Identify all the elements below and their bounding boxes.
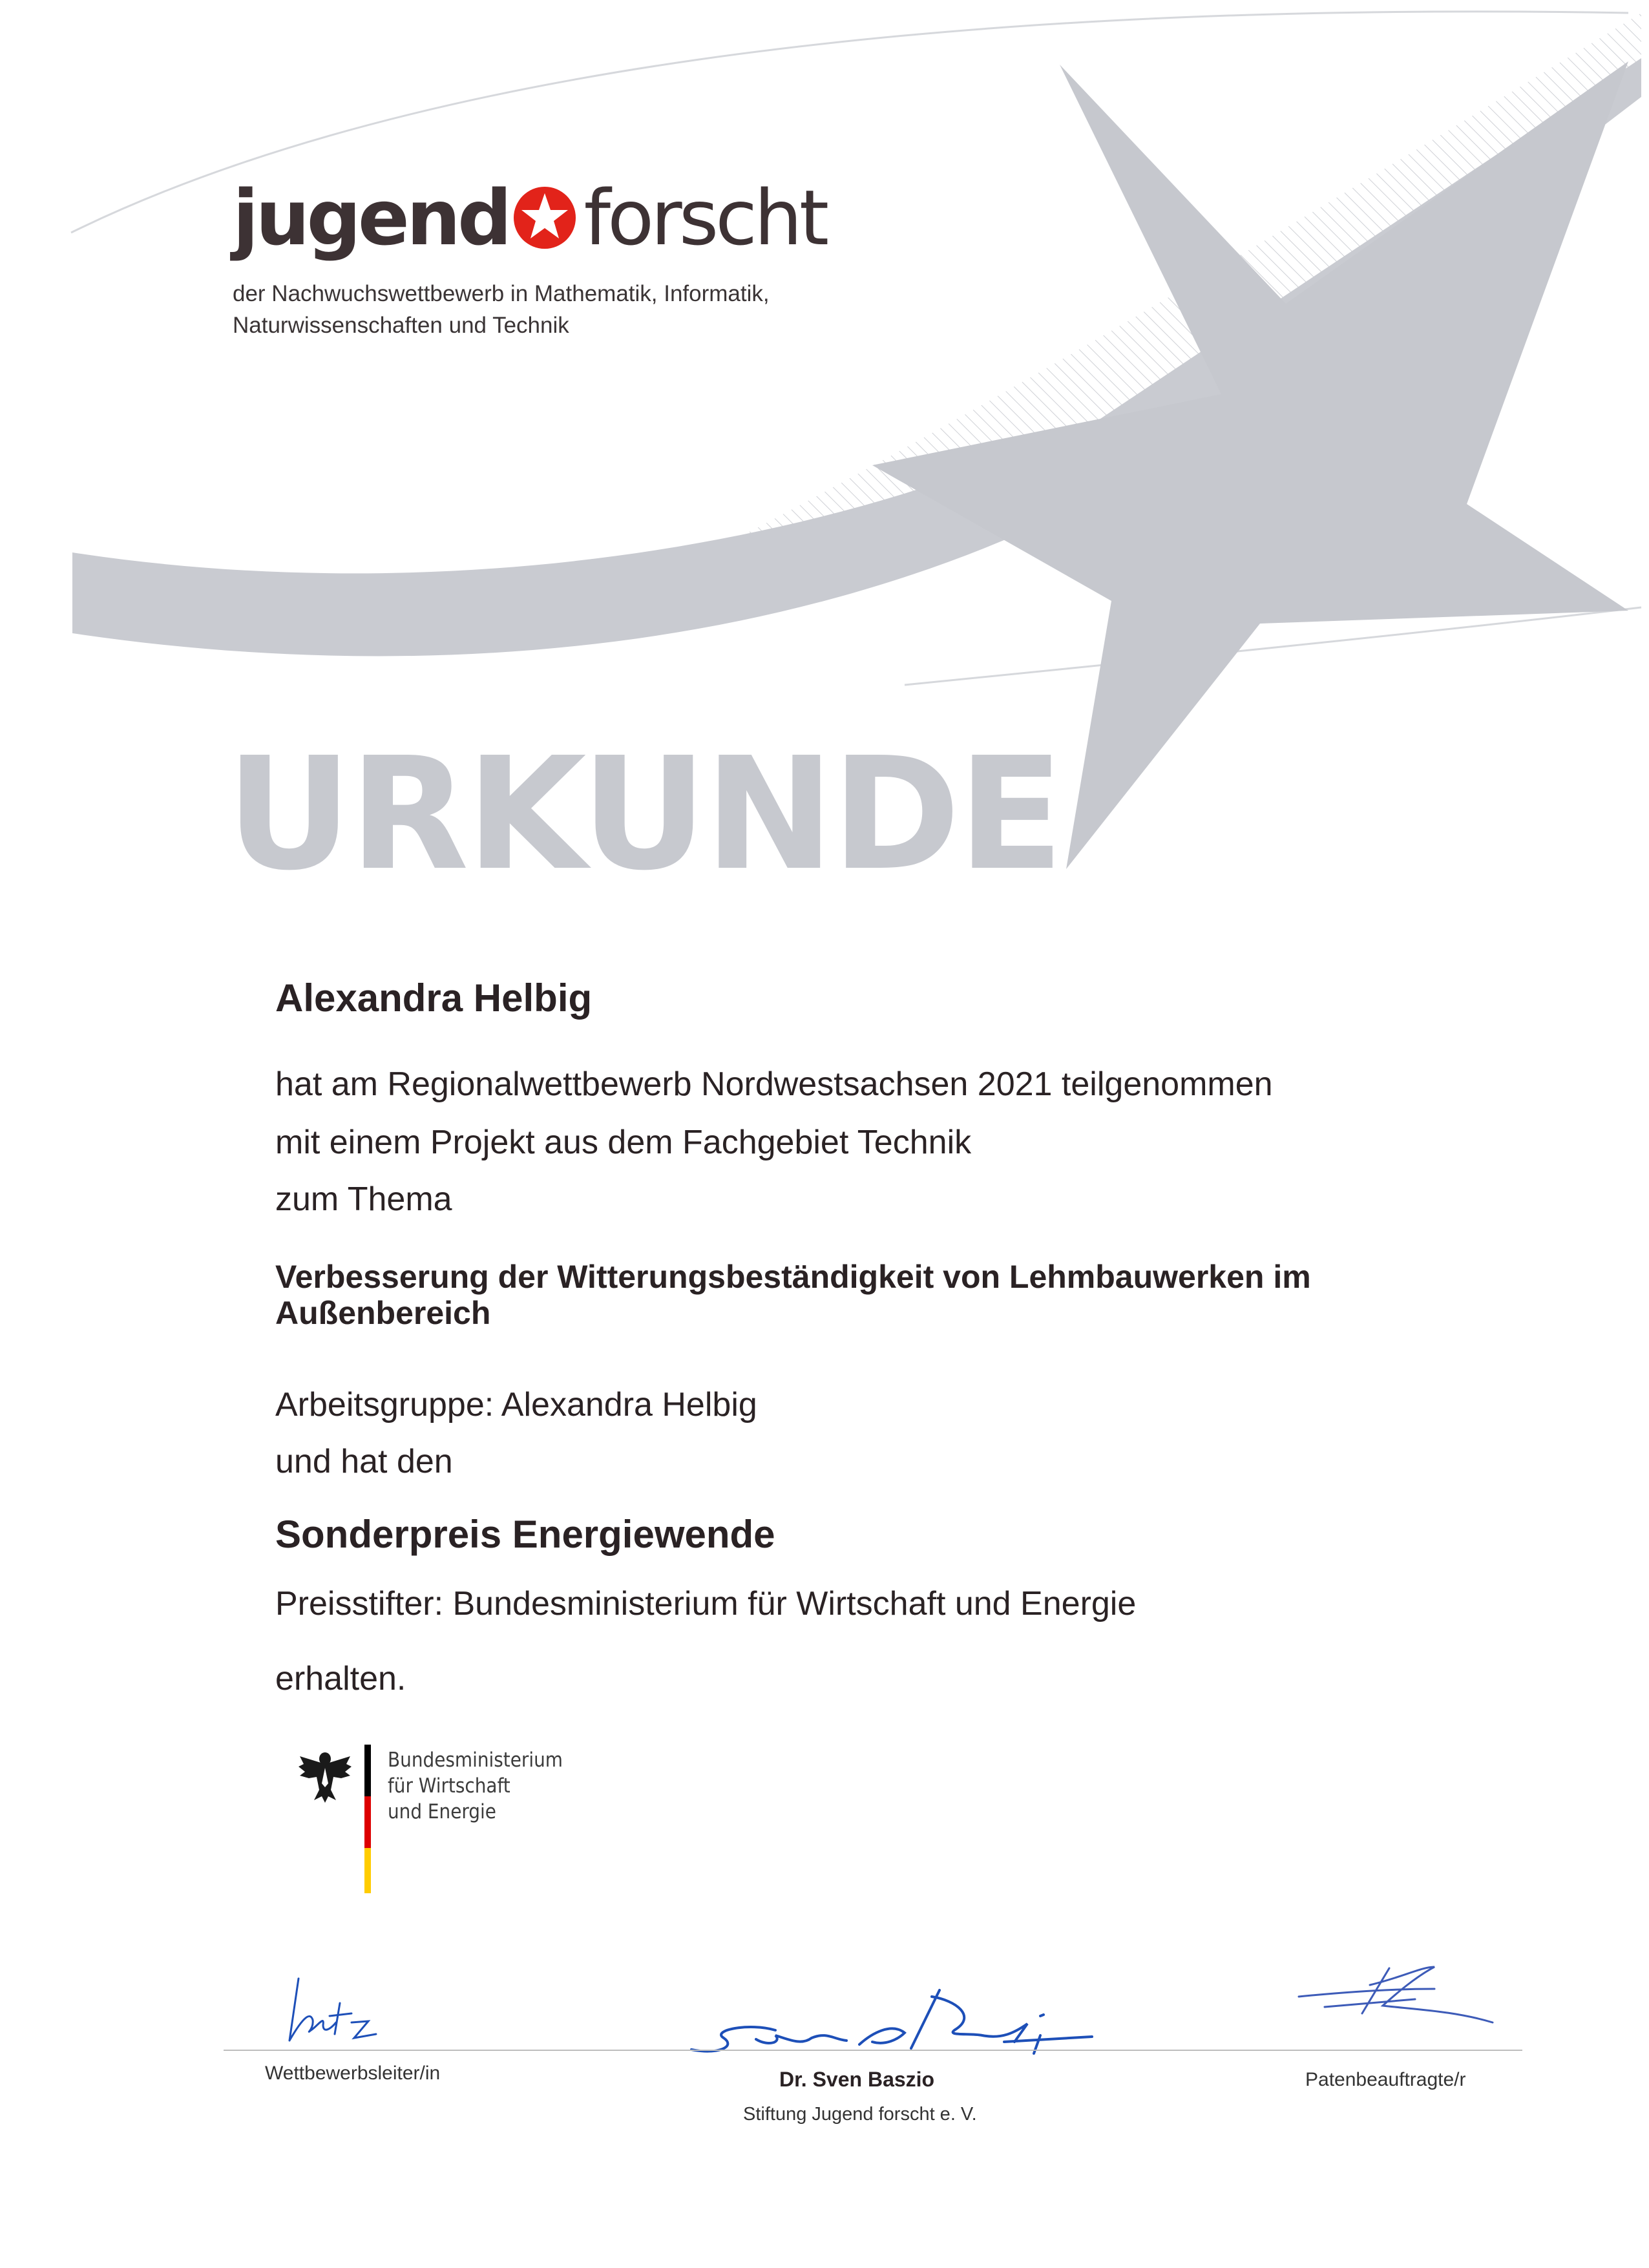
logo-star-icon [512, 185, 577, 250]
tagline-line-1: der Nachwuchswettbewerb in Mathematik, Informatik, [233, 281, 770, 306]
logo-word-jugend: jugend [233, 173, 509, 262]
certificate-title: URKUNDE [226, 724, 1062, 905]
topic-intro: zum Thema [275, 1181, 452, 1218]
and-has-line: und hat den [275, 1443, 453, 1480]
signature-center [678, 1977, 1105, 2068]
flag-bar-black [364, 1745, 371, 1796]
ministry-name-line-1: Bundesministerium [388, 1748, 563, 1772]
flag-bar-red [364, 1796, 371, 1848]
ministry-logo [297, 1745, 607, 1900]
logo-word-forscht: forscht [583, 173, 826, 262]
federal-eagle-icon [297, 1745, 353, 1804]
recipient-name: Alexandra Helbig [275, 976, 593, 1020]
prize-name: Sonderpreis Energiewende [275, 1513, 775, 1556]
received-line: erhalten. [275, 1660, 406, 1697]
competition-leader-label: Wettbewerbsleiter/in [265, 2063, 441, 2084]
signature-right [1286, 1951, 1499, 2029]
signatory-organization: Stiftung Jugend forscht e. V. [743, 2104, 977, 2125]
tagline-line-2: Naturwissenschaften und Technik [233, 313, 569, 338]
project-topic [275, 1259, 1503, 1331]
sponsor-representative-label: Patenbeauftragte/r [1305, 2069, 1466, 2090]
working-group: Arbeitsgruppe: Alexandra Helbig [275, 1386, 757, 1423]
project-topic-line-2: Außenbereich [275, 1295, 491, 1331]
participation-line: hat am Regionalwettbewerb Nordwestsachsen 2021 teilgenommen [275, 1066, 1273, 1103]
signature-left [284, 1971, 401, 2048]
tagline [233, 278, 1008, 341]
ministry-name [388, 1747, 563, 1825]
ministry-name-line-2: für Wirtschaft [388, 1774, 510, 1798]
field-line: mit einem Projekt aus dem Fachgebiet Technik [275, 1124, 972, 1161]
jugend-forscht-logo [233, 173, 826, 264]
signatory-name: Dr. Sven Baszio [779, 2068, 935, 2091]
flag-bar-gold [364, 1848, 371, 1893]
project-topic-line-1: Verbesserung der Witterungsbeständigkeit von Lehmbauwerken im [275, 1259, 1311, 1295]
ministry-name-line-3: und Energie [388, 1800, 496, 1823]
sponsor-line: Preisstifter: Bundesministerium für Wirtschaft und Energie [275, 1585, 1137, 1622]
signature-line [224, 2050, 1522, 2051]
